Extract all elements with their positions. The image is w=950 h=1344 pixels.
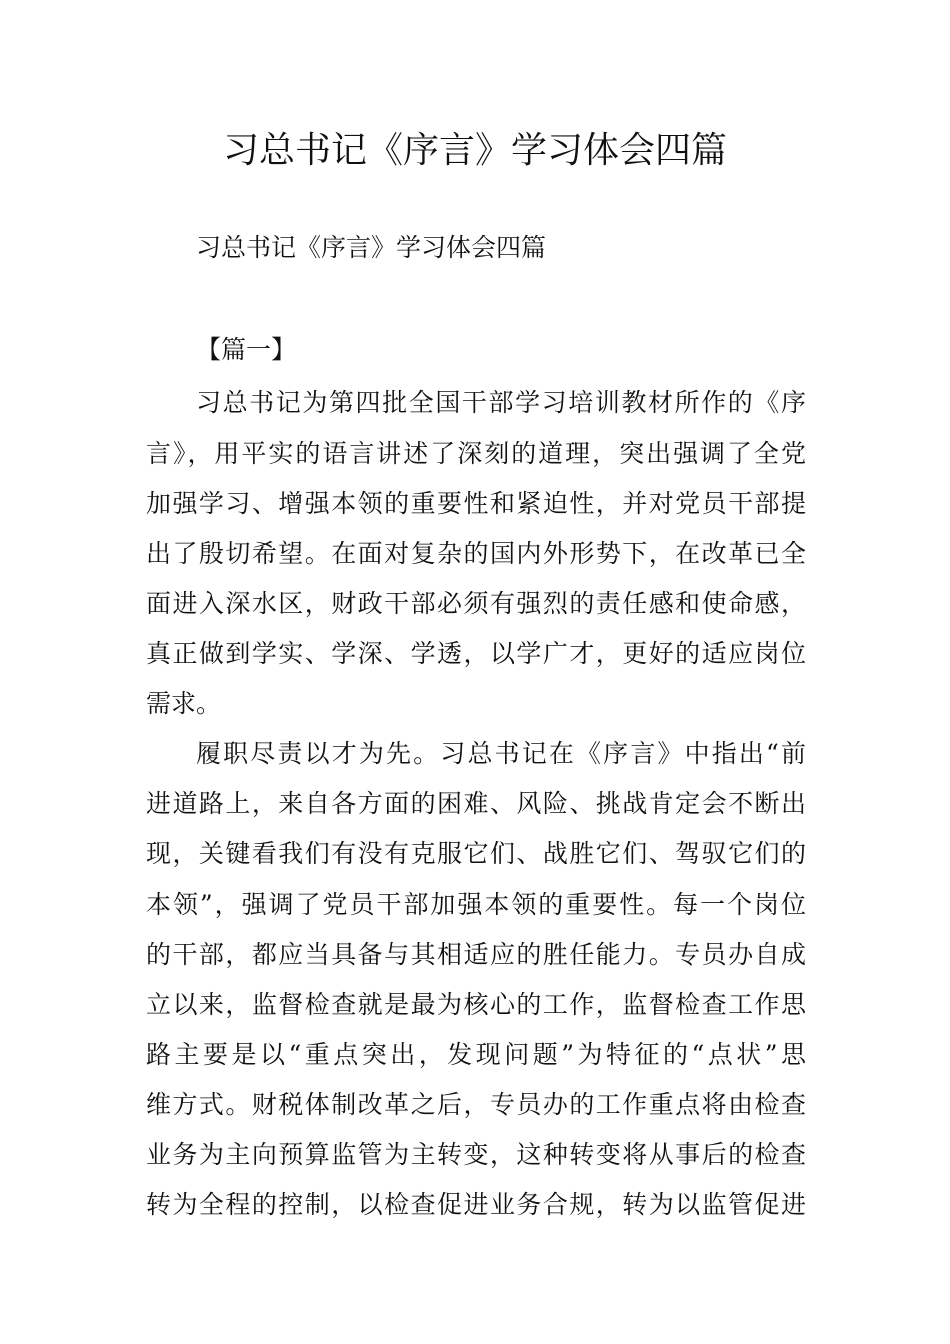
paragraph-line: 业务为主向预算监管为主转变，这种转变将从事后的检查 <box>146 1140 806 1169</box>
paragraph-line: 真正做到学实、学深、学透，以学广才，更好的适应岗位 <box>146 639 806 668</box>
paragraph-line: 出了殷切希望。在面对复杂的国内外形势下，在改革已全 <box>146 539 806 568</box>
paragraph-line: 本领”，强调了党员干部加强本领的重要性。每一个岗位 <box>146 890 806 919</box>
paragraph-line: 加强学习、增强本领的重要性和紧迫性，并对党员干部提 <box>146 489 806 518</box>
paragraph-line: 进道路上，来自各方面的困难、风险、挑战肯定会不断出 <box>146 789 806 818</box>
paragraph-line: 维方式。财税体制改革之后，专员办的工作重点将由检查 <box>146 1090 806 1119</box>
paragraph-line: 面进入深水区，财政干部必须有强烈的责任感和使命感， <box>146 589 806 618</box>
paragraph-line: 言》，用平实的语言讲述了深刻的道理，突出强调了全党 <box>146 439 806 468</box>
document-title: 习总书记《序言》学习体会四篇 <box>222 130 727 171</box>
paragraph-line: 习总书记为第四批全国干部学习培训教材所作的《序 <box>196 388 806 417</box>
paragraph-line: 需求。 <box>146 689 222 718</box>
paragraph-line: 立以来，监督检查就是最为核心的工作，监督检查工作思 <box>146 990 806 1019</box>
paragraph-line: 履职尽责以才为先。习总书记在《序言》中指出“前 <box>196 739 806 768</box>
document-subtitle: 习总书记《序言》学习体会四篇 <box>196 233 547 262</box>
paragraph-line: 的干部，都应当具备与其相适应的胜任能力。专员办自成 <box>146 940 806 969</box>
section-heading: 【篇一】 <box>196 335 297 364</box>
paragraph-line: 路主要是以“重点突出，发现问题”为特征的“点状”思 <box>146 1040 806 1069</box>
paragraph-line: 转为全程的控制，以检查促进业务合规，转为以监管促进 <box>146 1190 806 1219</box>
paragraph-line: 现，关键看我们有没有克服它们、战胜它们、驾驭它们的 <box>146 839 806 868</box>
